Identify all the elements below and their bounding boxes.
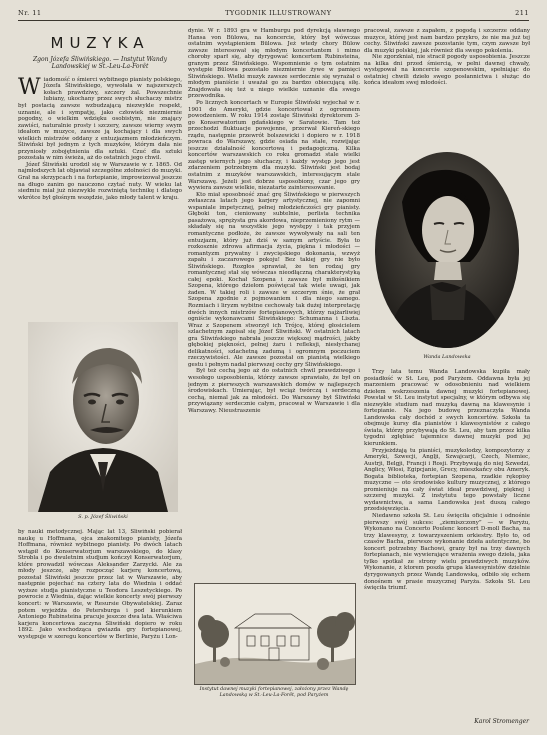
paragraph: Przyjeżdżają tu pianiści, muzykolodzy, kompozytorzy z Ameryki, Szwecji, Anglji, Szwajcarji, Czech, Niemiec, Austrji, Belgji, Francji i Rosji. Przybywają do niej Szwedzi, Anglicy, Włosi, Egipcjanie, Grecy, mieszkańcy obu Ameryk. Bogata biblioteka, fortepian Szopena, rzadkie rękopisy muzyczne — oto środowisko kultury muzycznej, z którego promieniuje na cały świat ideał prawdziwej, pięknej i szczerej muzyki. Z instytutu tego powstały liczne wydawnictwa, a sama Landowska jest duszą całego przedsięwzięcia. bbox=[364, 447, 530, 513]
paragraph: Nie zgorzkniał, nie stracił pogody usposobienia. Jeszcze na kilka dni przed śmiercią, w pełni dawnej chwały, występował na koncercie szopenowskim, spełniając do ostatniej chwili dzieło swego posłannictwa i służąc do końca ideałom swej młodości. bbox=[364, 54, 530, 87]
sliwinski-portrait bbox=[28, 322, 178, 512]
caption-landowska: Wanda Landowska bbox=[423, 354, 471, 360]
caption-institute: Instytut dawnej muzyki fortepianowej, założony przez Wandę Landowską w St.-Leu-La-Forêt, pod Paryżem bbox=[199, 687, 349, 698]
paragraph: pracował, zawsze z zapałem, z pogodą i szczerze oddany muzyce, której jest nam bardzo przykro, że nie ma już tej cechy. Śliwiński zawsze pozostanie tym, czym zawsze był dla muzyki polskiej, jak również dla swego pokolenia. bbox=[364, 28, 530, 54]
page-number: 211 bbox=[515, 9, 529, 17]
column-1 bbox=[18, 28, 182, 318]
landowska-portrait bbox=[372, 150, 522, 350]
institute-image bbox=[195, 584, 355, 684]
paragraph: Wiadomość o śmierci wybitnego pianisty polskiego, Józefa Śliwińskiego, wywołała w najszerszych kołach prawdziwy, szczery żal. Powszechnie lubiany, ukochany przez swych słuchaczy mistrz był postacią zawsze wzbudzającą niezwykle respekt, uznanie, ale i sympatję, jako człowiek niezmiernie pogodny, o wielkim wdzięku osobistym, nie znający zawiści, naturalnie prosty i szczery, zawsze wierny swym ideałom w muzyce, zawsze ją kochający i dla swych wielkich mistrzów oddany z entuzjazmem młodzieńczym. Śliwiński był jednym z tych muzyków, którym dała nie przyniosły zobojętnienia dla sztuki. Czuć dla sztuki pozostała w nim świeża, aż do ostatnich jego chwil. bbox=[18, 74, 182, 162]
journal-title: TYGODNIK ILLUSTROWANY bbox=[225, 9, 332, 17]
issue-number: Nr. 11 bbox=[18, 9, 42, 17]
paragraph: dynie. W r. 1893 gra w Hamburgu pod dyrekcją sławnego Hansa von Bülowa, na koncercie, który był wówczas ostatnim wystąpieniem Bülowa. Jeż wtedy chory Bülow zawsze interesował się młodym koncertantem i mimo choroby sparł się, aby dyrygować koncertem Rubinsteina, granym przez Śliwińskiego. Wspomnienie o tym ostatnim występie Bülowa pozostało niezmiernie żywe w pamięci Śliwińskiego. Wielki muzyk zawsze serdecznie się wyrażał o młodym pianiście i uważał go za bardzo obiecującą siłę. Znajdowała się też u niego wielkie uznanie dla swego przewodnika. bbox=[188, 28, 360, 100]
paragraph: Kto miał sposobność znać grę Śliwińskiego w pierwszych zwłaszcza latach jego karjery artystycznej, nie zapomni wspaniale impetycznej, pełnej młodzieńczości gry pianisty. Głęboki ton, cieniowany subtelnie, perlista technika pasażowa, sprężysta gra akordowa, nieprzemieniony rytm — składały się na wszystkie jego występy i tak przyjem romantyczne podłoże, że zawsze wywoływały na sali ten entuzjazm, który już dziś w samym artyście. Była to rozkosznie zdrowa afirmacja życia, piękna i młodości — romantyzm prywatny i zwycięskiego dokonania, wzwyż zapału i zaczarowego pokoju! Bez takiej gry nie było Śliwińskiego. Rozgłos sprawiał, że ten rodzaj gry romantycznej stał się wówczas nieodłączną charakterystyką całej epoki. Kochał Szopena i zawsze był miłośnikiem Szopena, którego dziełom poświęcał tak wiele uwagi, jak żaden. W takiej roli i zawsze w szczerym śnie, że grał Szopena zgodnie z pojmowaniem i dla niego samego. Rozmiach i liryzm wybitne cechowały tak dużej interpretację dwóch innych mistrzów fortepianowych, którzy najżarliwiej ogniście wykonawcami Śliwińskiego: Schumanna i Liszta. Wraz z Szopenem stworzył ich Trójcę, której głosicielem szlachetnym zapisał się Józef Śliwiński. W ostatnich latach gra Śliwińskiego nabrała jeszcze większej mądrości, jakby głębokiej piękności, pełnej żaru i refleksji, niesłychanej delikatności, szlachetną zadumą i ogromnym poczuciem rzeczywistości. Ale zawsze pozostał on pianistą wielkiego gestu i pełnym nadal pierwszej cechy gry Śliwińskiego. bbox=[188, 191, 360, 368]
author-signature: Karol Stromenger bbox=[474, 718, 529, 725]
paragraph: Był też cechą jego aż do ostatnich chwil prawdziwego i wesołego usposobienia, którzy zawsze sprawiało, że był on jednym z pierwszych warszawskich domów w najlepszych środowiskach. Umierając, był wciąż twórczą i serdeczną cechą, niemal jak za młodości. Do Warszawy był Śliwiński przywiązany serdecznie całym, pracował w Warszawie i dla Warszawy. Nieustraszenie bbox=[188, 368, 360, 414]
portrait-image bbox=[372, 150, 522, 350]
column-3 bbox=[364, 28, 530, 148]
paragraph: Niedawno szkoła St. Leu święciła oficjalnie i odnośnie pierwszy swój sukces: „ziemiszczony” — w Paryżu, Wykonano na Concerto Poulenc koncert D-moll Bacha, na trzy klawesyny, z towarzyszeniem orkiestry. Było to, od czasów Bacha, pierwsze wykonanie dzieła autentyczne, bo koncert potrzebny Bachowi, grany był na trzy dawnych fortepianach, nie wywierające wrażenia swego dzieła, jaka tylko spotkał ze strony wielu prawdziwych muzyków. Wykonanie, z ktorem poszła grupa klawesynistów dzielnie dyrygowanych przez Wandę Landowską, odbiło się echem donośnem w prasie muzycznej Paryża. Szkoła St. Leu święciła triumf. bbox=[364, 513, 530, 592]
portrait-image bbox=[28, 322, 178, 512]
section-subtitle: Zgon Józefa Śliwińskiego. — Instytut Wandy Landowskiej w St.-Leu-La-Forêt bbox=[33, 56, 167, 71]
dropcap: W bbox=[18, 74, 41, 100]
paragraph: by nauki metodycznej. Mając lat 13, Śliwiński pobierał naukę u Hoffmana, ojca znakomitego pianisty, Józefa Hoffmana, również wybitnego pianisty. Po dwóch latach wstąpił do Konserwatorjum warszawskiego, do klasy Strobla i po dwuletnim studjum kończył Konserwatorjum, które prowadził wówczas Aleksander Zarzycki. Ale za młody jeszcze, aby rozpocząć karjerę koncertową, pozostał Śliwiński jeszcze przez lat w Warszawie, aby następnie pojechać na cztery lata do Wiednia i oddać wyższe studja pianistyczne u Teodora Leszetyckiego. Po powrocie z Wiednia, dając wielkie koncerty swój pierwszy koncert: w Warszawie, w Resursie Obywatelskiej. Zaraz potem wyjeżdża do Petersburga i pod kierunkiem Antoniego Rubinsteina pracuje jeszcze dwa lata. Właściwa karjera koncertowa zaczyna Śliwiński dopiero w roku 1892. Jako wschodząca gwiazda gry fortepianowej, występuje w szeregu koncertów w Berlinie, Paryżu i Lon- bbox=[18, 529, 182, 640]
column-1-continued bbox=[18, 529, 182, 729]
column-3-continued bbox=[364, 369, 530, 719]
paragraph: Po licznych koncertach w Europie Śliwiński wyjechał w r. 1901 do Ameryki, gdzie koncertował z ogromnem powodzeniem. W roku 1914 zostaje Śliwiński dyrektorem 3-go Konserwatorium gdańskiego w Saratowie. Tam też przechodzi fluktuacje powojenne, przerwał Kiereń-skiego rządu, następnie przewrót bolszewicki i dopiero w r. 1918 powraca do Warszawy, gdzie osiada na stałe, rozwijając jeszcze działalność koncertową i pedagogiczną. Kilka koncertów warszawskich co roku gromadzi stale wielki zastęp wiernych jego słuchaczy, i każdy występ jego jest zdarzeniem potrzebnym dla muzyki. Śliwiński jest bodaj ostatnim z muzyków warszawskich, interesującym stale Warszawę. Jeżeli jest dobrze usposobiony, czar jego gry wywiera zawsze wielkie, niezatarte zainteresowanie. bbox=[188, 100, 360, 192]
caption-sliwinski: S. p. Józef Śliwiński bbox=[78, 514, 128, 520]
institute-drawing bbox=[194, 583, 356, 685]
paragraph: Trzy lata temu Wanda Landowska kupiła mały posiadłość w St. Leu, pod Paryżem. Oddawna była jej marzeniem pracować w odosobnieniu nad wielkiem dziełem wskrzeszenia dawnej muzyki fortepianowej. Powstał w St. Leu instytut specjalny, w którym odbywa się niezwykłe studium nad muzyką dawną na klawesynie i fortepianie. Na jego budowę przeznaczyła Wanda Landowska cały dochód z swych koncertów. Szkoła ta obejmuje kursy dla pianistów i klawesynistów z całego świata, którzy przybywają do St. Leu, aby tam przez kilka tygodni zgłębiać tajemnice dawnej muzyki pod jej kierunkiem. bbox=[364, 369, 530, 448]
column-2 bbox=[188, 28, 360, 576]
header-rule bbox=[18, 20, 529, 21]
page-header bbox=[18, 7, 529, 19]
section-title: MUZYKA bbox=[50, 34, 150, 52]
paragraph: Józef Śliwiński urodził się w Warszawie w r. 1865. Od najmłodszych lat objawiał szczególne zdolności do muzyki. Grał na skrzypcach i na fortepianie, improwizował jeszcze na długo zanim go nauczono czytać nuty. W wieku lat siedmiu miał już niezwykle rozwiniętą technikę i dlatego wkrótce był głośnym wszędzie, jako młody talent w kraju. bbox=[18, 161, 182, 201]
